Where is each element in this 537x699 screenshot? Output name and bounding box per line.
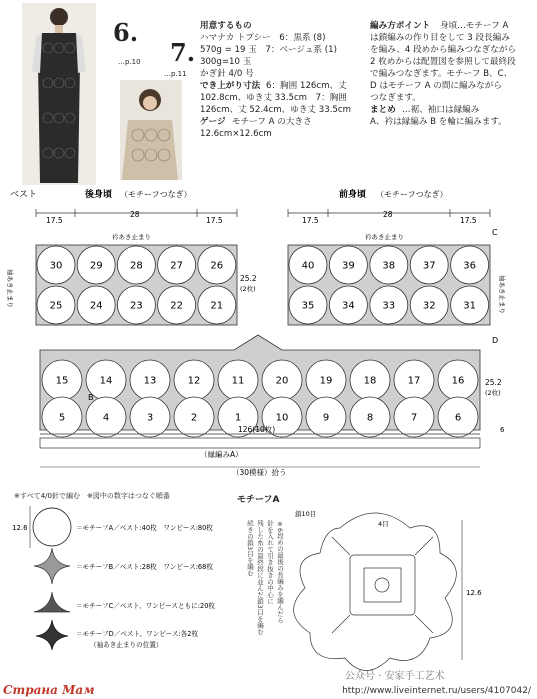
legend-c: ＝モチーフC／ベスト、ワンピースともに:20枚 bbox=[76, 602, 215, 610]
motif-crochet-diagram bbox=[294, 513, 457, 671]
item-number-6: 6. bbox=[113, 18, 139, 47]
motif-number: 4 bbox=[102, 412, 110, 424]
motif-number: 10 bbox=[275, 412, 289, 424]
size-line: 6：胸囲 126cm、丈 bbox=[266, 81, 347, 91]
finish-title: まとめ bbox=[370, 105, 396, 115]
motif-number: 31 bbox=[463, 300, 476, 312]
layout-diagram bbox=[0, 185, 537, 480]
motif-number: 37 bbox=[422, 260, 436, 272]
source-url: http://www.liveinternet.ru/users/4107042/ bbox=[342, 686, 531, 696]
note-line: 針を入れて引き抜きの中心に bbox=[266, 520, 274, 605]
dim-17-5: 17.5 bbox=[46, 216, 63, 225]
motif-number: 39 bbox=[342, 260, 355, 272]
motif-number: 25 bbox=[49, 300, 63, 312]
dim-28: 28 bbox=[383, 210, 393, 219]
motif-legend bbox=[10, 500, 240, 660]
front-label: 前身頃 bbox=[339, 190, 367, 200]
sleeve-stop-label: 袖あき止まり bbox=[6, 269, 14, 308]
front-sub-label: （モチーフつなぎ） bbox=[376, 190, 448, 199]
instruction-line: A、衿は縁編み B を輪に編みます。 bbox=[370, 117, 507, 127]
brand-logo: Страна Мам bbox=[3, 683, 95, 697]
motif-number: 15 bbox=[55, 375, 69, 387]
materials-line: 300g=10 玉 bbox=[200, 57, 252, 67]
dim-25-2: 25.2 bbox=[485, 378, 502, 387]
motif-number: 12 bbox=[187, 375, 201, 387]
legend-size: 12.6 bbox=[12, 524, 28, 532]
motif-number: 8 bbox=[366, 412, 374, 424]
motif-number: 13 bbox=[143, 375, 157, 387]
motif-b-icon bbox=[34, 548, 70, 584]
dim-17-5: 17.5 bbox=[302, 216, 319, 225]
motif-d-icon bbox=[36, 620, 68, 650]
round-label: 4目 bbox=[378, 520, 389, 528]
photo-vest bbox=[120, 80, 182, 180]
motif-number: 19 bbox=[319, 375, 333, 387]
collar-stop-label: 衿あき止まり bbox=[112, 233, 151, 241]
motif-c-icon bbox=[34, 592, 70, 612]
instruction-line: は鎖編みの作り目をして 3 段長編み bbox=[370, 33, 510, 43]
note-line: 残した糸の最終段に並んだ鎖3目を編む bbox=[256, 520, 264, 635]
motif-number: 5 bbox=[58, 412, 66, 424]
motif-number: 22 bbox=[170, 300, 183, 312]
dim-25-2: 25.2 bbox=[240, 274, 257, 283]
motif-number: 11 bbox=[231, 375, 245, 387]
vest-label: ベスト bbox=[10, 190, 38, 200]
photo-dress bbox=[22, 3, 96, 185]
legend-b: ＝モチーフB／ベスト:28枚 ワンピース:68枚 bbox=[76, 563, 213, 571]
gauge-line: 12.6cm×12.6cm bbox=[200, 129, 272, 139]
motif-number: 33 bbox=[382, 300, 396, 312]
dim-25-2-sub: (2枚) bbox=[485, 389, 501, 397]
instruction-line: を編み、4 段めから編みつなぎながら bbox=[370, 45, 517, 55]
mark-d: D bbox=[492, 336, 499, 345]
motif-number: 36 bbox=[463, 260, 476, 272]
sleeve-stop-label: 袖あき止まり bbox=[498, 275, 506, 314]
motif-number: 7 bbox=[410, 412, 418, 424]
motif-number: 18 bbox=[363, 375, 377, 387]
watermark: 公众号 · 安家手工艺术 bbox=[345, 671, 445, 682]
motif-number: 3 bbox=[146, 412, 154, 424]
motif-a-chart bbox=[240, 500, 537, 680]
note-line: 続きの鎖3目を編む bbox=[246, 520, 254, 577]
motif-number: 17 bbox=[407, 375, 421, 387]
instruction-line: 身頃…モチーフ A bbox=[440, 21, 509, 31]
motif-number: 9 bbox=[322, 412, 330, 424]
item-7-page-ref: …p.11 bbox=[164, 70, 187, 78]
motif-number: 28 bbox=[130, 260, 143, 272]
motif-a-icon bbox=[33, 508, 71, 546]
dim-17-5: 17.5 bbox=[460, 216, 477, 225]
gauge-line: モチーフ A の大きさ bbox=[232, 117, 312, 127]
materials-line: 570g = 19 玉 7：ベージュ系 (1) bbox=[200, 45, 337, 55]
collar-stop-label: 衿あき止まり bbox=[365, 233, 404, 241]
instruction-line: D はモチーフ A の間に編みながら bbox=[370, 81, 502, 91]
motif-number: 34 bbox=[342, 300, 355, 312]
back-sub-label: （モチーフつなぎ） bbox=[120, 190, 192, 199]
dim-28: 28 bbox=[130, 210, 140, 219]
motif-number: 26 bbox=[210, 260, 224, 272]
hem-band bbox=[40, 438, 480, 448]
motif-number: 14 bbox=[99, 375, 113, 387]
motif-number: 20 bbox=[275, 375, 289, 387]
dim-25-2-sub: (2枚) bbox=[240, 285, 256, 293]
motif-number: 38 bbox=[382, 260, 396, 272]
mark-c: C bbox=[492, 228, 498, 237]
instructions-title: 編み方ポイント bbox=[370, 21, 431, 31]
materials-title: 用意するもの bbox=[200, 21, 252, 31]
item-6-page-ref: …p.10 bbox=[118, 58, 141, 66]
motif-number: 40 bbox=[301, 260, 315, 272]
back-label: 後身頃 bbox=[85, 190, 113, 200]
motif-number: 32 bbox=[422, 300, 436, 312]
vest-figure-image bbox=[120, 80, 182, 180]
gauge-title: ゲージ bbox=[200, 117, 226, 127]
hem-count-label: （30模様）拾う bbox=[232, 468, 287, 477]
hem-label: （縁編みA） bbox=[200, 450, 243, 459]
size-line: 126cm、丈 52.4cm、ゆき丈 33.5cm bbox=[200, 105, 351, 115]
dim-17-5: 17.5 bbox=[206, 216, 223, 225]
motif-number: 35 bbox=[301, 300, 315, 312]
motif-number: 23 bbox=[130, 300, 143, 312]
motif-number: 21 bbox=[210, 300, 224, 312]
mark-b: B bbox=[88, 393, 94, 402]
item-number-7: 7. bbox=[170, 38, 196, 67]
motif-number: 30 bbox=[49, 260, 63, 272]
motif-number: 1 bbox=[234, 412, 242, 424]
motif-number: 16 bbox=[451, 375, 465, 387]
motif-number: 27 bbox=[170, 260, 183, 272]
legend-d-sub: （袖あき止まりの位置） bbox=[90, 641, 163, 649]
instruction-line: …裾、袖口は縁編み bbox=[402, 105, 480, 115]
note-line: ※6段めの最後の長編みを編んだら bbox=[276, 520, 284, 624]
motif-a-title: モチーフA bbox=[237, 495, 280, 505]
chain-label: 鎖10目 bbox=[295, 510, 317, 518]
motif-number: 2 bbox=[190, 412, 198, 424]
dim-6: 6 bbox=[500, 426, 505, 434]
legend-d: ＝モチーフD／ベスト、ワンピース:各2枚 bbox=[76, 630, 199, 638]
dim-126: 126(10枚) bbox=[238, 425, 276, 434]
size-title: でき上がり寸法 bbox=[200, 81, 261, 91]
materials-line: かぎ針 4/0 号 bbox=[200, 69, 254, 79]
legend-a: ＝モチーフA／ベスト:40枚 ワンピース:80枚 bbox=[76, 524, 213, 532]
motif-number: 24 bbox=[89, 300, 103, 312]
motif-number: 6 bbox=[454, 412, 462, 424]
instruction-line: 2 枚めからは配置図を参照して最終段 bbox=[370, 57, 516, 67]
legend-note: ※すべて4/0針で編む ※図中の数字はつなぐ順番 bbox=[14, 492, 170, 500]
motif-size: 12.6 bbox=[466, 589, 482, 597]
size-line: 102.8cm、ゆき丈 33.5cm 7：胸囲 bbox=[200, 93, 347, 103]
materials-line: ハマナカ トプシー 6：黒系 (8) bbox=[200, 33, 326, 43]
dress-figure-image bbox=[22, 3, 96, 185]
instruction-line: で編みつなぎます。モチーフ B、C、 bbox=[370, 69, 513, 79]
instruction-line: つなぎます。 bbox=[370, 93, 421, 103]
motif-number: 29 bbox=[89, 260, 103, 272]
vertical-notes bbox=[246, 519, 284, 635]
